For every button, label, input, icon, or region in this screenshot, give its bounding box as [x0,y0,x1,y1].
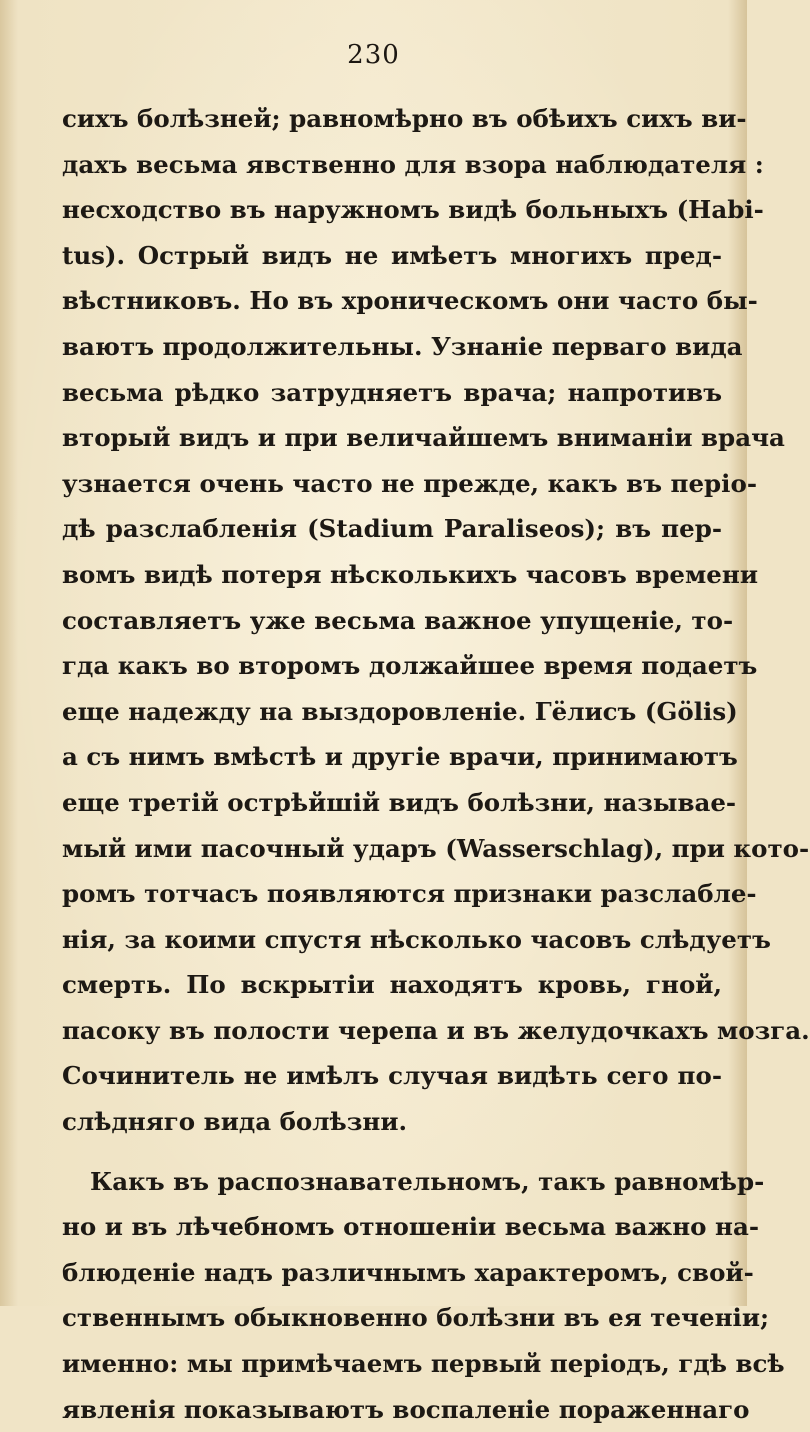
body-text [62,96,810,1432]
text-line: но и въ лѣчебномъ отношеніи весьма важно на- [62,1212,760,1242]
text-line: а съ нимъ вмѣстѣ и другіе врачи, принимаютъ [62,742,738,772]
text-line: узнается очень часто не прежде, какъ въ періо- [62,468,757,498]
text-line: пасоку въ полости черепа и въ желудочкахъ мозга. [62,1015,810,1045]
text-line: вомъ видѣ потеря нѣсколькихъ часовъ времени [62,559,758,589]
text-line: гда какъ во второмъ должайшее время подаетъ [62,651,758,681]
text-line: ваютъ продолжительны. Узнаніе перваго вида [62,331,743,361]
paragraph-2 [62,1159,785,1432]
text-line: несходство въ наружномъ видѣ больныхъ (Habi- [62,195,764,225]
text-line: смерть. По вскрытіи находятъ кровь, гной, [62,970,722,1000]
text-line: сихъ болѣзней; равномѣрно въ обѣихъ сихъ ви- [62,104,747,133]
text-line: блюденіе надъ различнымъ характеромъ, свой- [62,1257,754,1287]
text-line: мый ими пасочный ударъ (Wasserschlag), при кото- [62,833,810,863]
text-line: ромъ тотчасъ появляются признаки разслабле- [62,879,757,909]
text-line: ственнымъ обыкновенно болѣзни въ ея теченіи; [62,1303,770,1333]
paragraph-gap [62,1145,722,1159]
text-line: Сочинитель не имѣлъ случая видѣть сего по- [62,1061,722,1091]
text-line: еще третій острѣйшій видъ болѣзни, называе- [62,787,737,817]
text-line: нія, за коими спустя нѣсколько часовъ слѣдуетъ [62,924,771,954]
text-line: вѣстниковъ. Но въ хроническомъ они часто бы- [62,286,758,316]
text-line: составляетъ уже весьма важное упущеніе, то- [62,605,734,635]
text-line: еще надежду на выздоровленіе. Гёлисъ (Gölis) [62,696,738,726]
text-line: весьма рѣдко затрудняетъ врача; напротивъ [62,377,722,407]
page-number: 230 [347,40,400,70]
text-line: дахъ весьма явственно для взора наблюдателя : [62,149,764,179]
text-line: именно: мы примѣчаемъ первый періодъ, гдѣ всѣ [62,1349,785,1379]
text-line: вторый видъ и при величайшемъ вниманіи врача [62,423,785,453]
paragraph-1 [62,96,810,1145]
text-line: tus). Острый видъ не имѣетъ многихъ пред- [62,240,722,270]
text-line: явленія показываютъ воспаленіе пораженнаго [62,1394,750,1424]
text-line: Какъ въ распознавательномъ, такъ равномѣр- [90,1166,765,1196]
text-line: слѣдняго вида болѣзни. [62,1107,408,1137]
text-line: дѣ разслабленія (Stadium Paraliseos); въ пер- [62,514,722,544]
